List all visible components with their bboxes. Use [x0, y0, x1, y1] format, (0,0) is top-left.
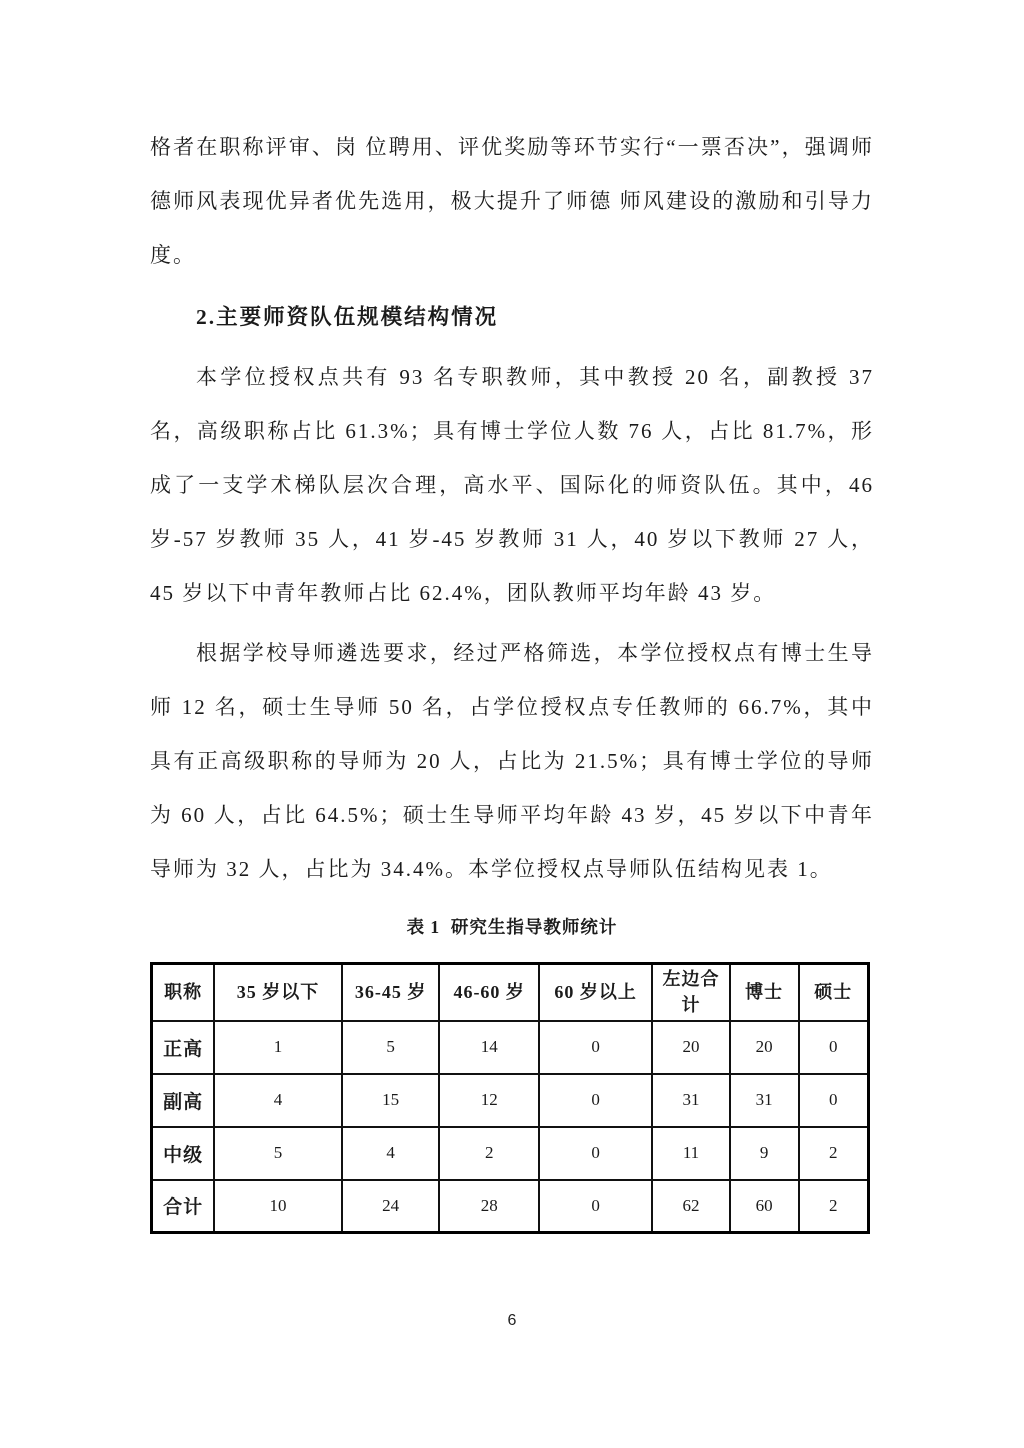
cell-value: 9 [730, 1127, 799, 1180]
cell-value: 0 [799, 1021, 869, 1074]
cell-value: 2 [799, 1127, 869, 1180]
cell-value: 5 [214, 1127, 342, 1180]
row-label: 正高 [152, 1021, 215, 1074]
cell-value: 10 [214, 1180, 342, 1233]
cell-value: 20 [730, 1021, 799, 1074]
header-under-35: 35 岁以下 [214, 964, 342, 1021]
cell-value: 62 [652, 1180, 729, 1233]
cell-value: 31 [730, 1074, 799, 1127]
table-row-heji [152, 1180, 869, 1233]
cell-value: 12 [439, 1074, 539, 1127]
header-doctor: 博士 [730, 964, 799, 1021]
cell-value: 31 [652, 1074, 729, 1127]
header-master: 硕士 [799, 964, 869, 1021]
cell-value: 15 [342, 1074, 440, 1127]
header-over-60: 60 岁以上 [539, 964, 652, 1021]
table-row-fugao [152, 1074, 869, 1127]
paragraph-continuation: 格者在职称评审、岗 位聘用、评优奖励等环节实行“一票否决”，强调师德师风表现优异者优先选用，极大提升了师德 师风建设的激励和引导力度。 [150, 135, 874, 267]
page-number: 6 [507, 1312, 517, 1329]
cell-value: 0 [539, 1127, 652, 1180]
header-36-45: 36-45 岁 [342, 964, 440, 1021]
cell-value: 2 [439, 1127, 539, 1180]
header-46-60: 46-60 岁 [439, 964, 539, 1021]
cell-value: 0 [799, 1074, 869, 1127]
cell-value: 1 [214, 1021, 342, 1074]
cell-value: 4 [342, 1127, 440, 1180]
cell-value: 4 [214, 1074, 342, 1127]
cell-value: 28 [439, 1180, 539, 1233]
cell-value: 2 [799, 1180, 869, 1233]
cell-value: 20 [652, 1021, 729, 1074]
header-title: 职称 [152, 964, 215, 1021]
row-label: 副高 [152, 1074, 215, 1127]
row-label: 中级 [152, 1127, 215, 1180]
cell-value: 11 [652, 1127, 729, 1180]
table-caption: 表 1 研究生指导教师统计 [406, 917, 618, 937]
document-content [150, 120, 874, 1234]
table-row-zhongji [152, 1127, 869, 1180]
cell-value: 0 [539, 1074, 652, 1127]
cell-value: 0 [539, 1021, 652, 1074]
supervisor-stats-table [150, 962, 870, 1234]
cell-value: 60 [730, 1180, 799, 1233]
table-row-zhenggao [152, 1021, 869, 1074]
paragraph-staff-overview: 本学位授权点共有 93 名专职教师，其中教授 20 名，副教授 37 名，高级职称占比 61.3%；具有博士学位人数 76 人，占比 81.7%，形成了一支学术梯队层次合理，高水平、国际化的师资队伍。其中，46 岁-57 岁教师 35 人，41 岁-45 岁教师 31 人，40 岁以下教师 27 人，45 岁以下中青年教师占比 62.4%，团队教师平均年龄 43 岁。 [150, 365, 874, 605]
cell-value: 0 [539, 1180, 652, 1233]
header-row-total: 左边合计 [652, 964, 729, 1021]
row-label: 合计 [152, 1180, 215, 1233]
table-header-row [152, 964, 869, 1021]
cell-value: 24 [342, 1180, 440, 1233]
paragraph-supervisors: 根据学校导师遴选要求，经过严格筛选，本学位授权点有博士生导师 12 名，硕士生导师 50 名，占学位授权点专任教师的 66.7%，其中具有正高级职称的导师为 20 人，占比为 21.5%；具有博士学位的导师为 60 人，占比 64.5%；硕士生导师平均年龄 43 岁，45 岁以下中青年导师为 32 人，占比为 34.4%。本学位授权点导师队伍结构见表 1。 [150, 641, 874, 881]
section-heading: 2.主要师资队伍规模结构情况 [196, 305, 499, 329]
cell-value: 5 [342, 1021, 440, 1074]
cell-value: 14 [439, 1021, 539, 1074]
